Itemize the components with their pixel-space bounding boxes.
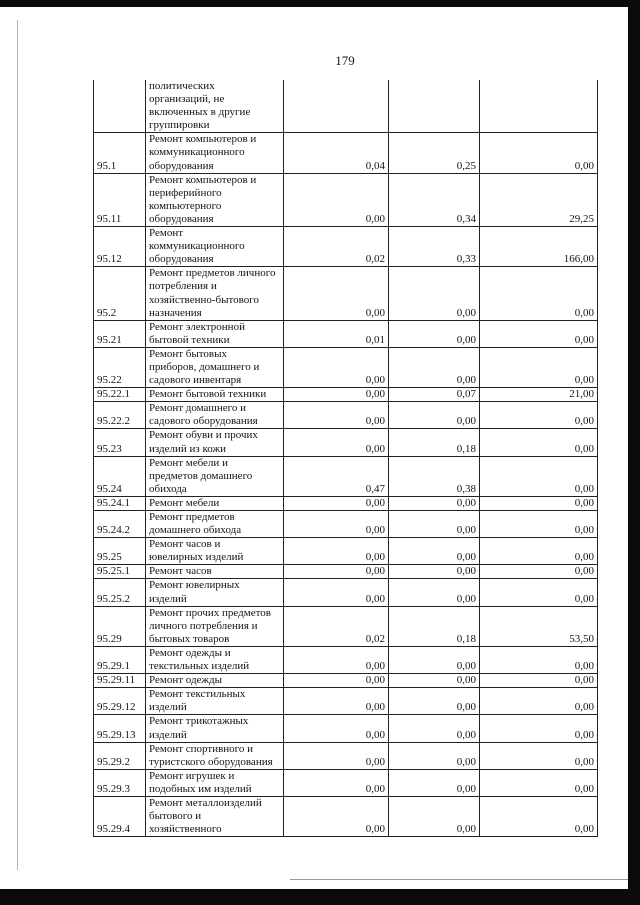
- value-cell-3: 21,00: [480, 388, 598, 402]
- table-row: [94, 496, 598, 510]
- table-row: [94, 769, 598, 796]
- table-row: [94, 565, 598, 579]
- activity-name-line: организаций, не: [149, 93, 225, 106]
- value-cell-1: 0,47: [284, 456, 389, 496]
- table-row: [94, 320, 598, 347]
- activity-name-line: садового оборудования: [149, 415, 258, 428]
- activity-name-cell: [146, 674, 284, 688]
- table-row: [94, 267, 598, 320]
- activity-name-cell: [146, 320, 284, 347]
- table-body: [94, 80, 598, 837]
- value-cell-2: 0,00: [389, 347, 480, 387]
- activity-code-cell: 95.24.1: [94, 496, 146, 510]
- table-row: [94, 646, 598, 673]
- activity-name-line: хозяйственно-бытового: [149, 293, 260, 306]
- value-cell-3: 0,00: [480, 347, 598, 387]
- activity-name-line: оборудования: [149, 212, 214, 225]
- activity-name-cell: [146, 579, 284, 606]
- scan-edge-bottom-line: [290, 879, 628, 880]
- activity-code-cell: 95.1: [94, 133, 146, 173]
- activity-name-line: приборов, домашнего и: [149, 360, 260, 373]
- value-cell-2: 0,00: [389, 511, 480, 538]
- value-cell-2: 0,00: [389, 267, 480, 320]
- activity-name-line: бытовых товаров: [149, 632, 230, 645]
- value-cell-2: 0,00: [389, 646, 480, 673]
- activity-code-cell: 95.29.2: [94, 742, 146, 769]
- activity-code-cell: 95.24.2: [94, 511, 146, 538]
- activity-name-line: садового инвентаря: [149, 374, 242, 387]
- activity-code-cell: 95.2: [94, 267, 146, 320]
- value-cell-3: 0,00: [480, 538, 598, 565]
- value-cell-1: 0,00: [284, 388, 389, 402]
- activity-name-line: текстильных изделий: [149, 660, 250, 673]
- activity-code-cell: 95.11: [94, 173, 146, 226]
- activity-code-cell: 95.29.12: [94, 688, 146, 715]
- page-number: 179: [335, 53, 355, 68]
- value-cell-1: 0,00: [284, 511, 389, 538]
- table-row: [94, 796, 598, 836]
- activity-name-cell: [146, 429, 284, 456]
- activity-name-line: Ремонт часов: [149, 565, 212, 578]
- value-cell-2: 0,00: [389, 320, 480, 347]
- value-cell-2: 0,00: [389, 565, 480, 579]
- value-cell-3: 0,00: [480, 429, 598, 456]
- value-cell-1: 0,00: [284, 538, 389, 565]
- value-cell-3: 0,00: [480, 496, 598, 510]
- activity-name-line: Ремонт мебели: [149, 496, 220, 509]
- value-cell-3: 0,00: [480, 715, 598, 742]
- activity-name-line: политических: [149, 80, 215, 92]
- value-cell-3: 0,00: [480, 402, 598, 429]
- activity-name-line: Ремонт текстильных: [149, 688, 246, 701]
- table-row: [94, 402, 598, 429]
- activity-name-line: бытовой техники: [149, 333, 230, 346]
- table-row: [94, 688, 598, 715]
- value-cell-1: 0,00: [284, 173, 389, 226]
- table-row: [94, 742, 598, 769]
- activity-name-line: назначения: [149, 306, 202, 319]
- value-cell-3: 53,50: [480, 606, 598, 646]
- value-cell-2: 0,00: [389, 715, 480, 742]
- activity-name-cell: [146, 769, 284, 796]
- value-cell-2: 0,00: [389, 579, 480, 606]
- activity-name-cell: [146, 347, 284, 387]
- value-cell-2: 0,07: [389, 388, 480, 402]
- activity-name-cell: [146, 402, 284, 429]
- activity-name-line: Ремонт прочих предметов: [149, 606, 271, 619]
- value-cell-2: 0,00: [389, 496, 480, 510]
- activity-name-line: Ремонт мебели и: [149, 456, 228, 469]
- table-row: [94, 388, 598, 402]
- table-row: [94, 674, 598, 688]
- activity-name-line: группировки: [149, 119, 210, 132]
- activity-name-line: включенных в другие: [149, 106, 251, 119]
- activity-code-cell: 95.29.4: [94, 796, 146, 836]
- value-cell-3: 0,00: [480, 511, 598, 538]
- table-row: [94, 347, 598, 387]
- value-cell-1: 0,00: [284, 565, 389, 579]
- activity-name-line: туристского оборудования: [149, 755, 273, 768]
- table-row: [94, 133, 598, 173]
- activity-code-cell: 95.25.1: [94, 565, 146, 579]
- activity-code-cell: 95.29.3: [94, 769, 146, 796]
- activity-name-line: изделий: [149, 701, 187, 714]
- activity-name-cell: [146, 267, 284, 320]
- value-cell-3: 0,00: [480, 267, 598, 320]
- activity-name-line: Ремонт игрушек и: [149, 769, 235, 782]
- activity-name-line: Ремонт электронной: [149, 320, 245, 333]
- activity-name-line: изделий: [149, 728, 187, 741]
- scan-edge-left: [17, 20, 18, 870]
- table-row: [94, 429, 598, 456]
- activity-name-line: ювелирных изделий: [149, 551, 244, 564]
- value-cell-3: [480, 80, 598, 133]
- value-cell-1: 0,00: [284, 496, 389, 510]
- value-cell-2: 0,00: [389, 796, 480, 836]
- activity-name-line: коммуникационного: [149, 240, 245, 253]
- activity-code-cell: 95.21: [94, 320, 146, 347]
- activity-name-line: Ремонт обуви и прочих: [149, 429, 258, 442]
- activity-name-line: Ремонт часов и: [149, 538, 221, 551]
- value-cell-1: 0,00: [284, 688, 389, 715]
- table-row: [94, 606, 598, 646]
- activity-name-line: Ремонт бытовой техники: [149, 388, 267, 401]
- value-cell-3: 0,00: [480, 796, 598, 836]
- activity-code-cell: 95.12: [94, 227, 146, 267]
- value-cell-1: 0,02: [284, 227, 389, 267]
- table-row: [94, 579, 598, 606]
- activity-name-line: бытового и: [149, 810, 202, 823]
- value-cell-1: 0,01: [284, 320, 389, 347]
- activity-name-line: Ремонт спортивного и: [149, 742, 254, 755]
- table-row: [94, 80, 598, 133]
- activity-name-line: изделий: [149, 592, 187, 605]
- value-cell-1: 0,00: [284, 347, 389, 387]
- activity-code-cell: 95.22.1: [94, 388, 146, 402]
- value-cell-2: 0,00: [389, 688, 480, 715]
- activity-name-cell: [146, 538, 284, 565]
- value-cell-3: 0,00: [480, 320, 598, 347]
- activity-code-cell: [94, 80, 146, 133]
- activity-name-line: изделий из кожи: [149, 442, 227, 455]
- value-cell-2: 0,00: [389, 538, 480, 565]
- value-cell-2: 0,33: [389, 227, 480, 267]
- activity-name-line: потребления и: [149, 280, 217, 293]
- value-cell-2: 0,00: [389, 402, 480, 429]
- activity-code-cell: 95.22: [94, 347, 146, 387]
- value-cell-2: 0,00: [389, 769, 480, 796]
- activity-name-cell: [146, 388, 284, 402]
- activity-name-cell: [146, 173, 284, 226]
- value-cell-2: [389, 80, 480, 133]
- value-cell-2: 0,34: [389, 173, 480, 226]
- value-cell-1: 0,00: [284, 579, 389, 606]
- activity-name-line: обихода: [149, 482, 187, 495]
- activity-code-cell: 95.23: [94, 429, 146, 456]
- scan-edge-bottom: [0, 889, 640, 905]
- activity-name-line: компьютерного: [149, 199, 222, 212]
- table-row: [94, 456, 598, 496]
- value-cell-3: 0,00: [480, 579, 598, 606]
- table-row: [94, 227, 598, 267]
- value-cell-1: [284, 80, 389, 133]
- value-cell-1: 0,00: [284, 769, 389, 796]
- activity-name-line: Ремонт компьютеров и: [149, 173, 257, 186]
- table-row: [94, 173, 598, 226]
- table-row: [94, 511, 598, 538]
- activity-name-cell: [146, 565, 284, 579]
- activity-code-cell: 95.29.11: [94, 674, 146, 688]
- value-cell-3: 0,00: [480, 688, 598, 715]
- value-cell-3: 0,00: [480, 646, 598, 673]
- activity-name-cell: [146, 715, 284, 742]
- value-cell-1: 0,00: [284, 402, 389, 429]
- activity-name-line: предметов домашнего: [149, 469, 253, 482]
- value-cell-3: 29,25: [480, 173, 598, 226]
- activity-name-line: подобных им изделий: [149, 782, 252, 795]
- activity-code-cell: 95.24: [94, 456, 146, 496]
- activity-name-line: Ремонт ювелирных: [149, 579, 240, 592]
- value-cell-2: 0,18: [389, 429, 480, 456]
- activity-name-line: Ремонт предметов: [149, 511, 235, 523]
- activity-name-cell: [146, 511, 284, 538]
- activity-table: [93, 80, 598, 837]
- activity-name-line: домашнего обихода: [149, 524, 242, 537]
- value-cell-1: 0,00: [284, 267, 389, 320]
- value-cell-3: 0,00: [480, 565, 598, 579]
- value-cell-3: 0,00: [480, 133, 598, 173]
- activity-name-cell: [146, 496, 284, 510]
- value-cell-2: 0,00: [389, 742, 480, 769]
- value-cell-3: 0,00: [480, 742, 598, 769]
- activity-code-cell: 95.22.2: [94, 402, 146, 429]
- activity-name-line: Ремонт трикотажных: [149, 715, 249, 728]
- activity-name-cell: [146, 646, 284, 673]
- activity-name-line: периферийного: [149, 186, 222, 199]
- table-row: [94, 715, 598, 742]
- value-cell-1: 0,00: [284, 742, 389, 769]
- activity-name-line: Ремонт металлоизделий: [149, 796, 262, 809]
- activity-name-cell: [146, 796, 284, 836]
- value-cell-1: 0,00: [284, 715, 389, 742]
- scan-edge-right: [628, 0, 640, 905]
- activity-name-cell: [146, 133, 284, 173]
- value-cell-3: 166,00: [480, 227, 598, 267]
- activity-name-line: личного потребления и: [149, 619, 258, 632]
- value-cell-1: 0,04: [284, 133, 389, 173]
- value-cell-2: 0,00: [389, 674, 480, 688]
- value-cell-1: 0,00: [284, 429, 389, 456]
- activity-name-line: коммуникационного: [149, 146, 245, 159]
- activity-code-cell: 95.29.13: [94, 715, 146, 742]
- activity-code-cell: 95.25: [94, 538, 146, 565]
- activity-code-cell: 95.29.1: [94, 646, 146, 673]
- value-cell-1: 0,00: [284, 674, 389, 688]
- activity-name-line: Ремонт компьютеров и: [149, 133, 257, 146]
- activity-name-cell: [146, 688, 284, 715]
- activity-name-cell: [146, 80, 284, 133]
- activity-name-line: оборудования: [149, 159, 214, 172]
- activity-name-line: Ремонт одежды: [149, 674, 223, 687]
- value-cell-1: 0,00: [284, 796, 389, 836]
- value-cell-3: 0,00: [480, 674, 598, 688]
- activity-name-line: Ремонт домашнего и: [149, 402, 247, 415]
- value-cell-3: 0,00: [480, 456, 598, 496]
- value-cell-2: 0,18: [389, 606, 480, 646]
- activity-name-line: Ремонт бытовых: [149, 347, 227, 360]
- activity-code-cell: 95.25.2: [94, 579, 146, 606]
- activity-name-line: Ремонт одежды и: [149, 646, 231, 659]
- value-cell-3: 0,00: [480, 769, 598, 796]
- value-cell-1: 0,00: [284, 646, 389, 673]
- value-cell-2: 0,38: [389, 456, 480, 496]
- activity-name-line: оборудования: [149, 253, 214, 266]
- activity-name-cell: [146, 227, 284, 267]
- activity-name-line: Ремонт: [149, 227, 184, 240]
- activity-name-line: хозяйственного: [149, 823, 222, 836]
- value-cell-1: 0,02: [284, 606, 389, 646]
- table-row: [94, 538, 598, 565]
- value-cell-2: 0,25: [389, 133, 480, 173]
- scan-edge-top: [0, 0, 640, 7]
- activity-name-cell: [146, 456, 284, 496]
- activity-code-cell: 95.29: [94, 606, 146, 646]
- activity-name-cell: [146, 742, 284, 769]
- activity-name-line: Ремонт предметов личного: [149, 267, 276, 280]
- activity-name-cell: [146, 606, 284, 646]
